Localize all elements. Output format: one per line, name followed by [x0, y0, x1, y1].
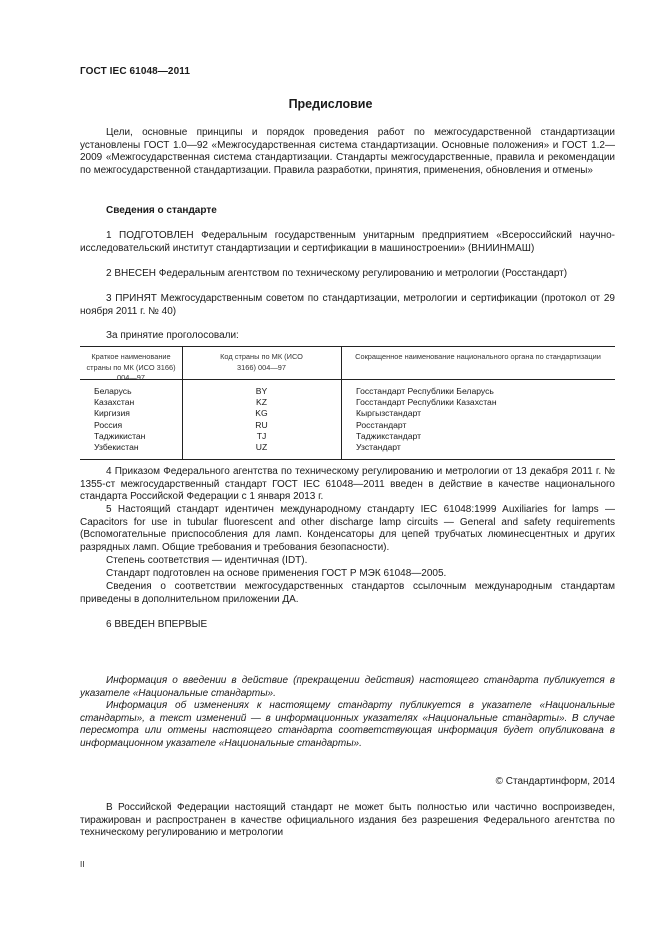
item-adopted: 3 ПРИНЯТ Межгосударственным советом по стандартизации, метрологии и сертификации (протокол от 29 ноября 2011 г. № 40): [80, 293, 615, 317]
page-number: II: [80, 860, 85, 869]
page-title: Предисловие: [288, 97, 373, 111]
table-cell-code: KZ: [256, 397, 267, 408]
info-paragraph-1: Информация о введении в действие (прекращении действия) настоящего стандарта публикуется в указателе «Национальные стандарты».: [80, 675, 615, 699]
document-header: ГОСТ IEC 61048—2011: [80, 66, 191, 77]
references-statement: Сведения о соответствии межгосударственных стандартов ссылочным международным стандартам приведены в дополнительном приложении ДА.: [80, 581, 615, 605]
item-introduced: 2 ВНЕСЕН Федеральным агентством по техническому регулированию и метрологии (Росстандарт): [106, 268, 568, 279]
table-cell-country: Казахстан: [94, 397, 135, 408]
table-cell-code: KG: [255, 408, 268, 419]
table-cell-code: BY: [255, 386, 268, 396]
item-identical: 5 Настоящий стандарт идентичен международному стандарту IEC 61048:1999 Auxiliaries for lamps — Capacitors for use in tubular fluorescent and other discharge lamp circuits — General and safety requirements (Вспомогательные приспособления для ламп. Конденсаторы для цепей трубчатых люминесцентных и других разрядных ламп. Общие требования и требования безопасности).: [80, 504, 615, 553]
item-order: 4 Приказом Федерального агентства по техническому регулированию и метрологии от 13 декабря 2011 г. № 1355-ст межгосударственный стандарт ГОСТ IEC 61048—2011 введен в действие в качестве национального стандарта Российской Федерации с 1 января 2013 г.: [80, 466, 615, 503]
voting-table: [80, 346, 615, 460]
table-cell-body: Кыргызстандарт: [356, 408, 422, 419]
table-cell-code: RU: [255, 419, 268, 430]
legal-notice: В Российской Федерации настоящий стандарт не может быть полностью или частично воспроизведен, тиражирован и распространен в качестве официального издания без разрешения Федерального агентства по техническому регулированию и метрологии: [80, 802, 615, 839]
copyright-notice: © Стандартинформ, 2014: [495, 776, 615, 787]
code-column: [182, 386, 341, 453]
table-header-body: Сокращенное наименование национального органа по стандартизации: [355, 352, 601, 361]
table-cell-country: Узбекистан: [94, 442, 139, 453]
basis-statement: Стандарт подготовлен на основе применения ГОСТ Р МЭК 61048—2005.: [106, 568, 447, 579]
table-header-code: Код страны по МК (ИСО 3166) 004—97: [220, 352, 303, 372]
table-cell-body: Таджикстандарт: [356, 430, 422, 441]
vote-label: За принятие проголосовали:: [106, 330, 239, 341]
table-divider: [341, 347, 342, 459]
table-cell-country: Киргизия: [94, 408, 130, 419]
table-cell-body: Госстандарт Республики Беларусь: [356, 386, 494, 396]
item-prepared: 1 ПОДГОТОВЛЕН Федеральным государственным унитарным предприятием «Всероссийский научно-исследовательский институт стандартизации и сертификации в машиностроении» (ВНИИНМАШ): [80, 230, 615, 254]
table-cell-country: Таджикистан: [94, 430, 146, 441]
table-cell-country: Россия: [94, 419, 123, 430]
table-header-country: Краткое наименование страны по МК (ИСО 3166) 004—97: [86, 352, 176, 382]
intro-paragraph: Цели, основные принципы и порядок проведения работ по межгосударственной стандартизации установлены ГОСТ 1.0—92 «Межгосударственная система стандартизации. Основные положения» и ГОСТ 1.2—2009 «Межгосударственная система стандартизации. Стандарты межгосударственные, правила и рекомендации по межгосударственной стандартизации. Правила разработки, принятия, применения, обновления и отмены»: [80, 127, 615, 176]
table-cell-body: Росстандарт: [356, 419, 407, 430]
country-column: [94, 386, 145, 453]
table-cell-country: Беларусь: [94, 386, 132, 396]
body-column: [356, 386, 497, 453]
item-first-introduced: 6 ВВЕДЕН ВПЕРВЫЕ: [106, 619, 208, 630]
table-cell-body: Узстандарт: [356, 442, 401, 453]
table-cell-body: Госстандарт Республики Казахстан: [356, 397, 497, 408]
info-paragraph-2: Информация об изменениях к настоящему стандарту публикуется в указателе «Национальные стандарты», а текст изменений — в информационных указателях «Национальные стандарты». В случае пересмотра или отмены настоящего стандарта соответствующая информация будет опубликована в информационном указателе «Национальные стандарты».: [80, 700, 615, 749]
section-subtitle: Сведения о стандарте: [106, 205, 217, 216]
degree-of-conformity: Степень соответствия — идентичная (IDT).: [106, 555, 308, 566]
table-cell-code: TJ: [256, 430, 267, 441]
table-cell-code: UZ: [255, 442, 268, 453]
